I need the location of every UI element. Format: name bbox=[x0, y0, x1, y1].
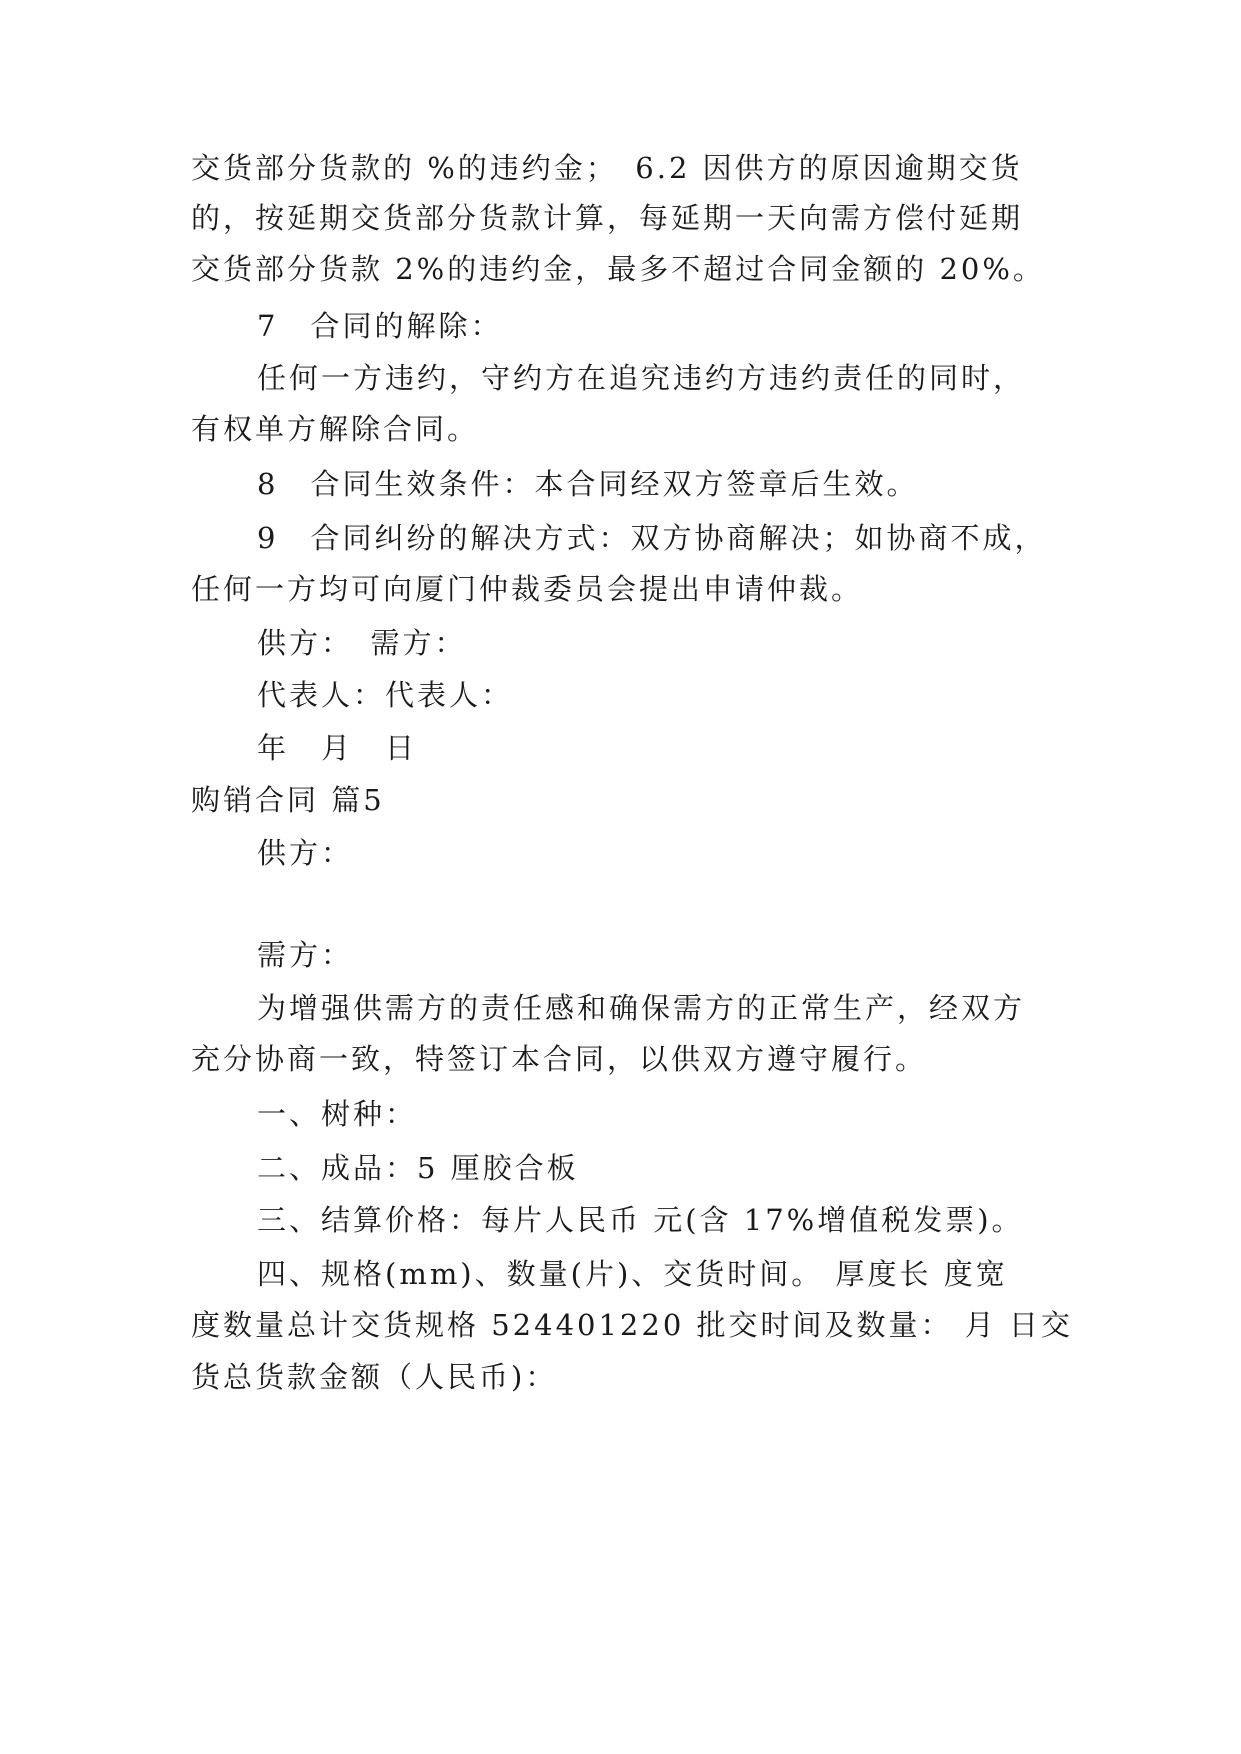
text-line: 为增强供需方的责任感和确保需方的正常生产，经双方 bbox=[257, 991, 1026, 1025]
text-line: 交货部分货款的 %的违约金； 6.2 因供方的原因逾期交货 bbox=[191, 151, 1023, 185]
text-line: 8 合同生效条件：本合同经双方签章后生效。 bbox=[257, 467, 919, 501]
text-line: 任何一方均可向厦门仲裁委员会提出申请仲裁。 bbox=[191, 572, 864, 606]
text-line: 的，按延期交货部分货款计算，每延期一天向需方偿付延期 bbox=[191, 201, 1024, 235]
signature-parties: 供方： 需方： bbox=[257, 626, 467, 660]
contract-title: 购销合同 篇5 bbox=[191, 783, 385, 817]
section-heading: 7 合同的解除： bbox=[257, 309, 503, 343]
text-line: 充分协商一致，特签订本合同，以供双方遵守履行。 bbox=[191, 1042, 928, 1076]
text-line: 交货部分货款 2%的违约金，最多不超过合同金额的 20%。 bbox=[191, 252, 1045, 286]
buyer-label: 需方： bbox=[257, 938, 354, 972]
text-line: 度数量总计交货规格 524401220 批交时间及数量： 月 日交 bbox=[191, 1308, 1073, 1342]
signature-representatives: 代表人：代表人： bbox=[257, 678, 514, 712]
supplier-label: 供方： bbox=[257, 836, 354, 870]
clause-product: 二、成品：5 厘胶合板 bbox=[257, 1151, 579, 1185]
signature-date: 年 月 日 bbox=[257, 731, 418, 765]
clause-tree-species: 一、树种： bbox=[257, 1097, 418, 1131]
clause-specification: 四、规格(mm)、数量(片)、交货时间。 厚度长 度宽 bbox=[257, 1257, 1008, 1291]
text-line: 有权单方解除合同。 bbox=[191, 412, 480, 446]
text-line: 任何一方违约，守约方在追究违约方违约责任的同时， bbox=[257, 361, 1026, 395]
clause-price: 三、结算价格：每片人民币 元(含 17%增值税发票)。 bbox=[257, 1203, 1024, 1237]
text-line: 货总货款金额（人民币)： bbox=[191, 1360, 558, 1394]
text-line: 9 合同纠纷的解决方式：双方协商解决；如协商不成， bbox=[257, 521, 1047, 555]
